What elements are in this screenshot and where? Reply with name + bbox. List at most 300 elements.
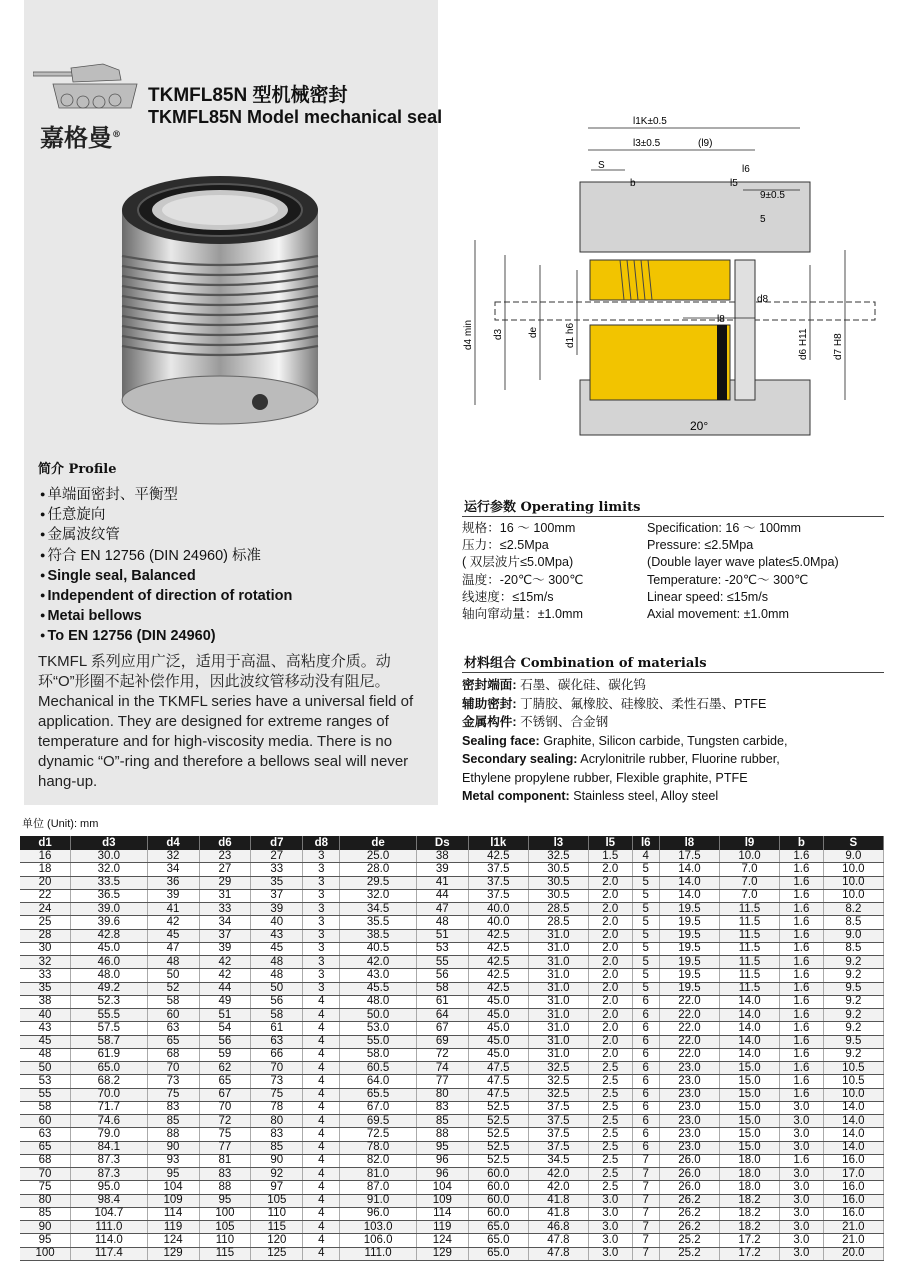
table-cell: 41.8 [528,1207,588,1220]
table-cell: 23.0 [659,1128,719,1141]
table-cell: 53 [20,1075,71,1088]
table-cell: 37.5 [468,876,528,889]
table-cell: 38.5 [340,929,417,942]
column-header: l8 [659,836,719,850]
table-cell: 64.0 [340,1075,417,1088]
table-cell: 9.2 [823,956,883,969]
column-header: de [340,836,417,850]
table-cell: 34 [199,916,251,929]
table-cell: 47.8 [528,1247,588,1260]
table-cell: 14.0 [719,1048,779,1061]
table-cell: 5 [632,916,659,929]
table-cell: 45.5 [340,982,417,995]
table-cell: 1.6 [780,1022,824,1035]
table-cell: 5 [632,863,659,876]
table-cell: 65 [20,1141,71,1154]
table-cell: 80 [251,1115,303,1128]
table-cell: 124 [416,1234,468,1247]
table-cell: 7 [632,1234,659,1247]
table-cell: 42.5 [468,850,528,863]
table-cell: 31.0 [528,929,588,942]
bellows-seal-photo [110,170,330,430]
table-cell: 95.0 [71,1181,148,1194]
table-cell: 14.0 [659,863,719,876]
column-header: l1k [468,836,528,850]
table-cell: 48 [416,916,468,929]
table-cell: 19.5 [659,942,719,955]
table-cell: 38 [416,850,468,863]
table-row [20,876,884,889]
table-cell: 9.2 [823,995,883,1008]
table-cell: 14.0 [719,1009,779,1022]
table-cell: 52.3 [71,995,148,1008]
table-cell: 1.6 [780,889,824,902]
table-cell: 52 [147,982,199,995]
table-cell: 1.6 [780,1154,824,1167]
table-cell: 38 [20,995,71,1008]
table-cell: 70 [199,1101,251,1114]
table-cell: 92 [251,1168,303,1181]
table-cell: 93 [147,1154,199,1167]
table-cell: 4 [303,1128,340,1141]
dim-5: 5 [760,214,766,225]
table-cell: 3.0 [780,1234,824,1247]
table-cell: 14.0 [719,1022,779,1035]
table-cell: 44 [199,982,251,995]
table-cell: 21.0 [823,1234,883,1247]
table-cell: 53 [416,942,468,955]
table-cell: 4 [303,1181,340,1194]
table-cell: 2.0 [588,995,632,1008]
table-cell: 70 [251,1062,303,1075]
table-cell: 3 [303,863,340,876]
column-header: l9 [719,836,779,850]
table-cell: 7 [632,1194,659,1207]
table-cell: 3 [303,889,340,902]
table-cell: 7 [632,1168,659,1181]
table-cell: 2.5 [588,1128,632,1141]
table-cell: 47.5 [468,1088,528,1101]
table-row [20,1141,884,1154]
table-cell: 111.0 [340,1247,417,1260]
column-header: l5 [588,836,632,850]
table-cell: 39 [147,889,199,902]
table-cell: 22.0 [659,1022,719,1035]
table-cell: 39 [251,903,303,916]
table-cell: 42 [199,969,251,982]
dim-l3: l3±0.5 [633,138,661,149]
table-cell: 17.5 [659,850,719,863]
table-cell: 41.8 [528,1194,588,1207]
table-cell: 1.6 [780,850,824,863]
table-row [20,1088,884,1101]
table-row [20,969,884,982]
table-cell: 16 [20,850,71,863]
table-cell: 7.0 [719,876,779,889]
table-cell: 6 [632,1035,659,1048]
dim-l6: l6 [742,164,750,175]
table-cell: 36 [147,876,199,889]
table-cell: 1.6 [780,1035,824,1048]
table-cell: 60.0 [468,1194,528,1207]
table-cell: 23.0 [659,1141,719,1154]
description [38,652,422,792]
table-cell: 7 [632,1154,659,1167]
table-cell: 90 [20,1221,71,1234]
table-cell: 18.2 [719,1221,779,1234]
seal-cross-section-diagram [455,110,885,455]
table-cell: 15.0 [719,1115,779,1128]
table-cell: 114.0 [71,1234,148,1247]
description-en: Mechanical in the TKMFL series have a universal field of application. They are designed for extreme ranges of temperature and for high-viscosity media. There is no dynamic “O”-ring and therefore a bellows seal will never hang-up. [38,693,414,790]
table-cell: 2.5 [588,1088,632,1101]
table-cell: 60 [20,1115,71,1128]
table-cell: 109 [147,1194,199,1207]
table-cell: 55.5 [71,1009,148,1022]
table-cell: 22 [20,889,71,902]
table-cell: 1.5 [588,850,632,863]
dim-angle: 20° [690,419,709,433]
table-cell: 95 [147,1168,199,1181]
table-cell: 75 [147,1088,199,1101]
table-cell: 49 [199,995,251,1008]
table-cell: 2.0 [588,916,632,929]
table-cell: 60.5 [340,1062,417,1075]
table-cell: 49.2 [71,982,148,995]
table-row [20,1009,884,1022]
table-cell: 16.0 [823,1154,883,1167]
table-cell: 104 [147,1181,199,1194]
table-cell: 3 [303,876,340,889]
table-cell: 26.2 [659,1221,719,1234]
table-cell: 7.0 [719,863,779,876]
table-cell: 18.2 [719,1207,779,1220]
list-item: ● To EN 12756 (DIN 24960) [38,627,292,647]
table-cell: 56 [251,995,303,1008]
table-cell: 1.6 [780,863,824,876]
table-cell: 88 [147,1128,199,1141]
table-cell: 52.5 [468,1115,528,1128]
table-cell: 32.5 [528,1075,588,1088]
table-cell: 10.0 [823,876,883,889]
table-cell: 35 [20,982,71,995]
table-cell: 4 [303,1141,340,1154]
table-cell: 28 [20,929,71,942]
table-cell: 14.0 [719,1035,779,1048]
table-cell: 53.0 [340,1022,417,1035]
table-cell: 27 [251,850,303,863]
table-cell: 1.6 [780,876,824,889]
table-cell: 4 [303,1221,340,1234]
column-header: b [780,836,824,850]
table-cell: 34.5 [528,1154,588,1167]
table-cell: 9.2 [823,1022,883,1035]
table-cell: 28.5 [528,916,588,929]
table-cell: 14.0 [659,876,719,889]
table-cell: 31.0 [528,1022,588,1035]
table-cell: 2.5 [588,1181,632,1194]
table-cell: 18.0 [719,1168,779,1181]
dim-d7: d7 H8 [833,333,844,360]
table-cell: 48 [251,969,303,982]
table-cell: 18 [20,863,71,876]
table-cell: 129 [416,1247,468,1260]
table-cell: 19.5 [659,982,719,995]
table-cell: 106.0 [340,1234,417,1247]
table-cell: 54 [199,1022,251,1035]
table-cell: 42.0 [528,1181,588,1194]
table-cell: 20 [20,876,71,889]
list-item: ● 单端面密封、平衡型 [38,486,292,506]
table-cell: 85 [251,1141,303,1154]
table-cell: 111.0 [71,1221,148,1234]
table-cell: 23 [199,850,251,863]
table-cell: 39.0 [71,903,148,916]
table-cell: 31.0 [528,969,588,982]
table-cell: 65.0 [468,1234,528,1247]
column-header: d7 [251,836,303,850]
table-cell: 9.5 [823,1035,883,1048]
table-cell: 119 [416,1221,468,1234]
table-cell: 10.0 [823,889,883,902]
table-cell: 115 [251,1221,303,1234]
table-cell: 43 [251,929,303,942]
table-cell: 4 [303,1101,340,1114]
table-cell: 24 [20,903,71,916]
table-cell: 30.5 [528,863,588,876]
table-cell: 63 [147,1022,199,1035]
table-cell: 70 [20,1168,71,1181]
table-cell: 31.0 [528,956,588,969]
table-cell: 50 [147,969,199,982]
table-cell: 37 [199,929,251,942]
table-cell: 37 [251,889,303,902]
table-row [20,1194,884,1207]
table-cell: 7 [632,1207,659,1220]
table-cell: 32.5 [528,850,588,863]
table-cell: 4 [303,1048,340,1061]
table-cell: 41 [147,903,199,916]
table-cell: 15.0 [719,1141,779,1154]
table-cell: 2.0 [588,1035,632,1048]
table-cell: 10.5 [823,1075,883,1088]
table-row [20,1221,884,1234]
table-cell: 30.5 [528,876,588,889]
table-cell: 61.9 [71,1048,148,1061]
table-cell: 37.5 [528,1141,588,1154]
column-header: d8 [303,836,340,850]
profile-list [38,486,292,648]
table-cell: 42 [147,916,199,929]
dim-l8: l8 [717,314,725,325]
table-cell: 31.0 [528,1048,588,1061]
table-cell: 50 [20,1062,71,1075]
dim-de: de [528,326,539,338]
table-cell: 124 [147,1234,199,1247]
table-cell: 1.6 [780,982,824,995]
table-cell: 114 [416,1207,468,1220]
table-cell: 3.0 [588,1194,632,1207]
table-cell: 43.0 [340,969,417,982]
table-cell: 3.0 [780,1207,824,1220]
table-cell: 69.5 [340,1115,417,1128]
table-cell: 1.6 [780,1009,824,1022]
table-cell: 67.0 [340,1101,417,1114]
table-cell: 25.2 [659,1234,719,1247]
table-cell: 9.2 [823,1009,883,1022]
table-cell: 30 [20,942,71,955]
table-cell: 1.6 [780,1048,824,1061]
table-cell: 8.5 [823,916,883,929]
dim-l1k: l1K±0.5 [633,116,667,127]
list-item: ● 金属波纹管 [38,526,292,546]
table-cell: 6 [632,1022,659,1035]
table-cell: 7 [632,1247,659,1260]
table-cell: 43 [20,1022,71,1035]
table-cell: 115 [199,1247,251,1260]
table-cell: 42 [199,956,251,969]
table-cell: 70.0 [71,1088,148,1101]
table-cell: 32.5 [528,1088,588,1101]
table-cell: 3.0 [588,1234,632,1247]
table-cell: 31.0 [528,942,588,955]
table-cell: 120 [251,1234,303,1247]
list-item: ● Metai bellows [38,607,292,627]
table-cell: 58 [251,1009,303,1022]
table-cell: 87.3 [71,1154,148,1167]
table-cell: 97 [251,1181,303,1194]
table-cell: 48 [20,1048,71,1061]
table-cell: 72 [199,1115,251,1128]
table-cell: 58.0 [340,1048,417,1061]
list-item: ● Single seal, Balanced [38,567,292,587]
table-cell: 96 [416,1168,468,1181]
table-cell: 78.0 [340,1141,417,1154]
table-cell: 85 [20,1207,71,1220]
table-cell: 3.0 [780,1115,824,1128]
table-row [20,903,884,916]
table-cell: 96.0 [340,1207,417,1220]
table-cell: 3 [303,969,340,982]
table-cell: 51 [416,929,468,942]
table-cell: 7.0 [719,889,779,902]
table-cell: 125 [251,1247,303,1260]
table-cell: 1.6 [780,969,824,982]
table-cell: 88 [416,1128,468,1141]
table-cell: 2.5 [588,1154,632,1167]
table-cell: 45.0 [468,1009,528,1022]
table-cell: 98.4 [71,1194,148,1207]
table-cell: 48.0 [340,995,417,1008]
table-cell: 104.7 [71,1207,148,1220]
list-item: ● Independent of direction of rotation [38,587,292,607]
table-cell: 91.0 [340,1194,417,1207]
table-cell: 6 [632,1075,659,1088]
table-cell: 44 [416,889,468,902]
table-cell: 80 [20,1194,71,1207]
table-cell: 80 [416,1088,468,1101]
table-cell: 75 [199,1128,251,1141]
table-cell: 3 [303,982,340,995]
table-cell: 32.0 [71,863,148,876]
table-cell: 4 [303,1088,340,1101]
table-cell: 4 [303,1234,340,1247]
table-cell: 7 [632,1221,659,1234]
table-cell: 95 [199,1194,251,1207]
table-cell: 8.5 [823,942,883,955]
table-cell: 83 [416,1101,468,1114]
description-cn: TKMFL 系列应用广泛，适用于高温、高粘度介质。动环“O”形圈不起补偿作用，因此波纹管移动没有阻尼。 [38,653,391,690]
table-cell: 65.0 [468,1221,528,1234]
table-cell: 19.5 [659,903,719,916]
table-cell: 2.5 [588,1062,632,1075]
table-cell: 9.2 [823,969,883,982]
table-cell: 7 [632,1181,659,1194]
dim-d4: d4 min [463,319,474,350]
list-item: ● 符合 EN 12756 (DIN 24960) 标准 [38,547,292,567]
table-cell: 6 [632,1101,659,1114]
table-cell: 48 [147,956,199,969]
table-cell: 22.0 [659,1009,719,1022]
table-cell: 2.0 [588,956,632,969]
table-cell: 5 [632,929,659,942]
table-cell: 17.0 [823,1168,883,1181]
title-en: TKMFL85N Model mechanical seal [148,107,443,127]
table-cell: 23.0 [659,1062,719,1075]
table-cell: 52.5 [468,1128,528,1141]
table-row [20,956,884,969]
dim-l9: (l9) [698,138,713,149]
dim-9: 9±0.5 [760,190,785,201]
title-cn: TKMFL85N 型机械密封 [148,85,348,106]
table-row [20,1128,884,1141]
table-cell: 69 [416,1035,468,1048]
table-cell: 26.2 [659,1194,719,1207]
table-row [20,995,884,1008]
table-cell: 26.0 [659,1181,719,1194]
table-cell: 52.5 [468,1101,528,1114]
table-cell: 4 [303,1247,340,1260]
table-cell: 32 [20,956,71,969]
table-cell: 4 [303,1009,340,1022]
column-header: d3 [71,836,148,850]
table-cell: 65 [199,1075,251,1088]
table-cell: 47 [416,903,468,916]
table-cell: 4 [303,1207,340,1220]
table-cell: 100 [199,1207,251,1220]
table-cell: 2.0 [588,929,632,942]
brand-logo-text: 嘉格曼® [40,123,121,152]
table-cell: 22.0 [659,1048,719,1061]
dim-d6: d6 H11 [798,328,809,360]
table-cell: 4 [632,850,659,863]
table-cell: 1.6 [780,942,824,955]
table-cell: 2.0 [588,982,632,995]
table-cell: 14.0 [823,1141,883,1154]
table-cell: 18.0 [719,1181,779,1194]
table-row [20,1115,884,1128]
table-cell: 5 [632,956,659,969]
table-cell: 30.0 [71,850,148,863]
table-cell: 58.7 [71,1035,148,1048]
table-cell: 119 [147,1221,199,1234]
table-cell: 129 [147,1247,199,1260]
table-cell: 74 [416,1062,468,1075]
table-cell: 62 [199,1062,251,1075]
table-cell: 3.0 [780,1181,824,1194]
table-cell: 37.5 [528,1101,588,1114]
table-cell: 5 [632,982,659,995]
